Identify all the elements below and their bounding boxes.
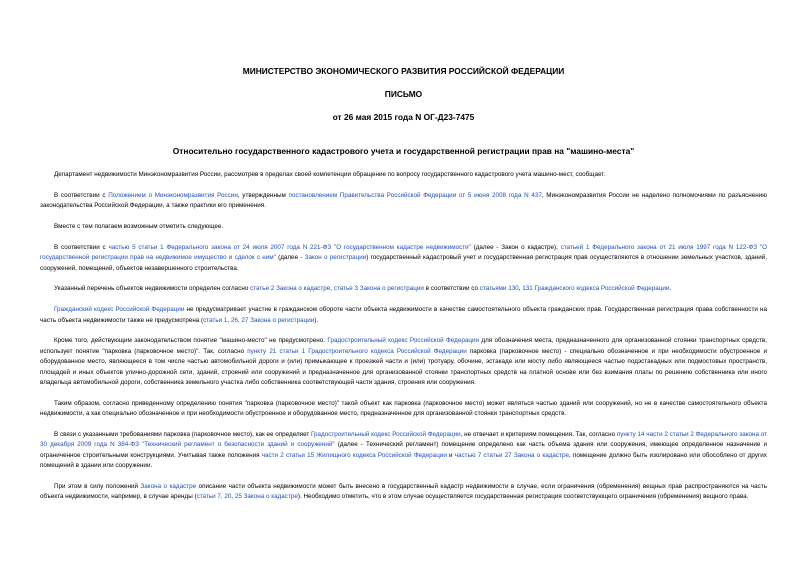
document-link[interactable]: статьями 130 bbox=[479, 285, 519, 293]
paragraph bbox=[40, 222, 767, 232]
paragraph bbox=[40, 336, 767, 388]
document-link[interactable]: пункту 21 статьи 1 Градостроительного кодекса Российской Федерации bbox=[247, 347, 467, 355]
paragraph-text: описание части объекта недвижимости может быть внесено в государственный кадастр недвижимости в случае, если ограничения (обременения) вещных прав распространяются на часть объекта недвижимости, например, в случае аренды ( bbox=[40, 483, 767, 501]
paragraph-text: Вместе с тем полагаем возможным отметить следующее. bbox=[54, 223, 224, 230]
paragraph bbox=[40, 399, 767, 420]
paragraph-text: . bbox=[669, 285, 672, 293]
document-link[interactable]: статьи 7, 20, 25 Закона о кадастре bbox=[196, 493, 298, 501]
paragraph-text: В связи с указанными требованиями парковка (парковочное место), как ее определяет bbox=[54, 431, 311, 439]
paragraph-text: не предусматривает участие в гражданском обороте части объекта недвижимости в качестве самостоятельного объекта гражданских прав. Государственная регистрация права собственности на часть объекта недвижимости также не предусмотрена ( bbox=[40, 306, 767, 324]
paragraph-text: Департамент недвижимости Минэкономразвития России, рассмотрев в пределах своей компетенции обращение по вопросу государственного кадастрового учета машино-мест, сообщает. bbox=[54, 171, 606, 178]
paragraph-text: и bbox=[446, 451, 455, 459]
document-body bbox=[40, 170, 767, 503]
paragraph bbox=[40, 170, 767, 180]
document-link[interactable]: статье 3 Закона о регистрации bbox=[333, 285, 424, 293]
paragraph bbox=[40, 243, 767, 274]
paragraph-text: Кроме того, действующим законодательством понятие "машино-место" не предусмотрено. bbox=[54, 337, 328, 345]
document-link[interactable]: частью 5 статьи 1 Федерального закона от 24 июля 2007 года N 221-ФЗ "О государственном кадастре недвижимости" bbox=[108, 243, 471, 251]
document-link[interactable]: постановлением Правительства Российской Федерации от 5 июня 2008 года N 437 bbox=[288, 191, 542, 199]
paragraph-text: В соответствии с bbox=[54, 191, 109, 199]
paragraph bbox=[40, 191, 767, 212]
paragraph-text: При этом в силу положений bbox=[54, 483, 141, 491]
document-link[interactable]: Градостроительный кодекс Российской Федерации bbox=[327, 337, 479, 345]
paragraph-text: , bbox=[518, 285, 523, 293]
paragraph-text: , утвержденным bbox=[237, 191, 289, 199]
paragraph-text: , Минэкономразвития России не наделено полномочиями по разъяснению законодательства Российской Федерации, а также практики его применения. bbox=[40, 191, 767, 210]
paragraph bbox=[40, 430, 767, 472]
paragraph-text: в соответствии со bbox=[423, 285, 480, 293]
document-link[interactable]: статьей 1 Федерального закона от 21 июля 1997 года N 122-ФЗ "О государственной регистрации прав на недвижимое имущество и сделок с ним" bbox=[40, 243, 767, 262]
paragraph-text: , не отвечает и критериям помещения. Так, согласно bbox=[460, 431, 617, 439]
document-link[interactable]: 131 Гражданского кодекса Российской Федерации bbox=[522, 285, 670, 293]
paragraph-text: , bbox=[330, 285, 334, 293]
paragraph-text: ). bbox=[314, 316, 319, 324]
paragraph-text: В соответствии с bbox=[54, 243, 109, 251]
document-link[interactable]: части 2 статьи 15 Жилищного кодекса Российской Федерации bbox=[261, 451, 447, 459]
document-link[interactable]: пункту 14 части 2 статьи 2 Федерального закона от 30 декабря 2009 года N 384-ФЗ "Технический регламент о безопасности зданий и сооружений" bbox=[40, 431, 768, 449]
paragraph-text: (далее - Закон о кадастре), bbox=[470, 243, 561, 251]
document-link[interactable]: статье 2 Закона о кадастре bbox=[250, 285, 331, 293]
paragraph-text: (далее - bbox=[275, 254, 305, 262]
paragraph bbox=[40, 482, 767, 503]
paragraph-text: Таким образом, согласно приведенному определению понятия "парковка (парковочное место)" такой объект как парковка (парковочное место) может являться частью зданий или сооружений, но не в качестве самостоятельного объекта недвижимости, а как специально обозначенное и при необходимости обустроенное и оборудованное место, предназначенное для организованной стоянки транспортных средств. bbox=[40, 399, 767, 418]
paragraph-text: (далее - Технический регламент) помещение определено как часть объема здания или сооружения, имеющее определенное назначение и ограниченное строительными конструкциями. Учитывая также положения bbox=[40, 441, 767, 459]
document-link[interactable]: Гражданский кодекс Российской Федерации bbox=[54, 306, 185, 314]
document-link[interactable]: Закон о регистрации bbox=[304, 254, 367, 262]
document-link[interactable]: Закона о кадастре bbox=[140, 483, 197, 491]
paragraph-text: ) государственный кадастровый учет и государственная регистрация прав осуществляются в отношении земельных участков, зданий, сооружений, помещений, объектов незавершенного строительства. bbox=[40, 254, 768, 272]
paragraph bbox=[40, 305, 767, 326]
paragraph-text: парковка (парковочное место) - специально обозначенное и при необходимости обустроенное и оборудованное место, являющееся в том числе частью автомобильной дороги и (или) примыкающее к проезжей части и (или) тротуару, обочине, эстакаде или мосту либо являющееся частью подэстакадных или подмостовых пространств, площадей и иных объектов улично-дорожной сети, зданий, строений или сооружений и предназначенное для организованной стоянки транспортных средств на платной основе или без взимания платы по решению собственника или иного владельца автомобильной дороги, собственника земельного участка либо собственника соответствующей части здания, строения или сооружения. bbox=[40, 347, 768, 387]
document-type: ПИСЬМО bbox=[384, 89, 423, 99]
document-link[interactable]: Положением о Минэкономразвития России bbox=[108, 191, 238, 199]
document-link[interactable]: Градостроительный кодекс Российской Федерации bbox=[311, 431, 461, 439]
document-subject: Относительно государственного кадастрового учета и государственной регистрации прав на "машино-места" bbox=[172, 146, 635, 156]
document-link[interactable]: статьи 1, 26, 27 Закона о регистрации bbox=[203, 316, 315, 324]
document-date-number: от 26 мая 2015 года N ОГ-Д23-7475 bbox=[332, 112, 475, 122]
paragraph-text: Указанный перечень объектов недвижимости определен согласно bbox=[54, 285, 251, 293]
paragraph-text: ). Необходимо отметить, что в этом случае осуществляется государственная регистрация соответствующего ограничения (обременения) вещного права. bbox=[297, 493, 749, 501]
paragraph bbox=[40, 284, 767, 294]
ministry-heading: МИНИСТЕРСТВО ЭКОНОМИЧЕСКОГО РАЗВИТИЯ РОССИЙСКОЙ ФЕДЕРАЦИИ bbox=[242, 66, 565, 76]
paragraph-text: для обозначения места, предназначенного для организованной стоянки транспортных средств, использует понятие "парковка (парковочное место)". Так, согласно bbox=[40, 337, 767, 355]
document-link[interactable]: частью 7 статьи 27 Закона о кадастре bbox=[454, 451, 569, 459]
paragraph-text: , помещение должно быть изолировано или обособлено от других помещений в здании или сооружении. bbox=[40, 451, 767, 470]
